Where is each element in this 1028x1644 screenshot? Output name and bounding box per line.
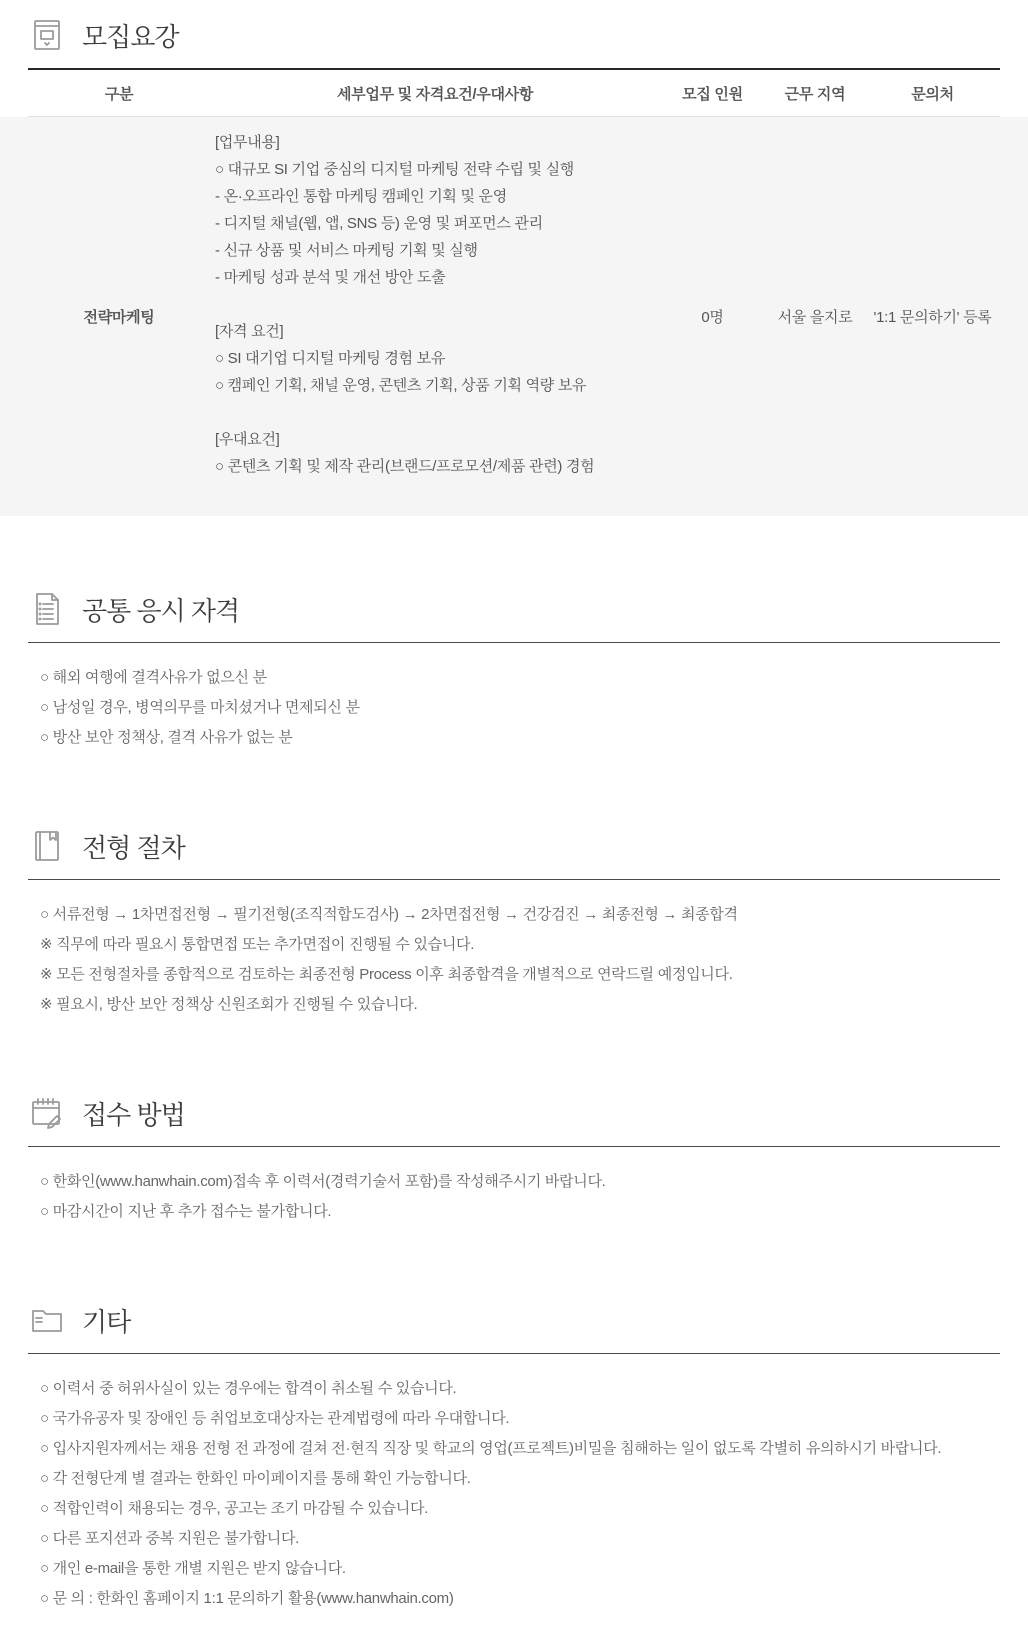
job-detail-line: [우대요건]: [215, 431, 280, 448]
table-body: [0, 117, 1028, 516]
column-header-details: 세부업무 및 자격요건/우대사항: [336, 85, 534, 103]
job-headcount: 0명: [701, 309, 724, 326]
job-detail-line: - 신규 상품 및 서비스 마케팅 기획 및 실행: [215, 242, 478, 259]
job-detail-line: [자격 요건]: [215, 323, 284, 340]
job-detail-line: - 마케팅 성과 분석 및 개선 방안 도출: [215, 269, 446, 286]
column-header-category: 구분: [104, 85, 134, 103]
document-list-icon: [28, 590, 66, 628]
section-common-qualification-header: [0, 574, 1028, 642]
section-process: [0, 811, 1028, 1020]
section-title: 전형 절차: [82, 832, 185, 863]
section-recruitment: [0, 0, 1028, 516]
archive-box-icon: [28, 16, 66, 54]
common-qualification-list: [0, 643, 1028, 753]
job-detail-line: [215, 291, 660, 318]
column-header-headcount: 모집 인원: [682, 85, 743, 103]
job-detail-line: ○ 대규모 SI 기업 중심의 디지털 마케팅 전략 수립 및 실행: [215, 161, 574, 178]
list-item: ○ 각 전형단계 별 결과는 한화인 마이페이지를 통해 확인 가능합니다.: [40, 1470, 471, 1487]
list-item: ○ 이력서 중 허위사실이 있는 경우에는 합격이 취소될 수 있습니다.: [40, 1380, 457, 1397]
section-etc-header: [0, 1285, 1028, 1353]
job-detail-line: [215, 399, 660, 426]
job-detail-line: ○ SI 대기업 디지털 마케팅 경험 보유: [215, 350, 446, 367]
section-application-header: [0, 1078, 1028, 1146]
list-item: ※ 모든 전형절차를 종합적으로 검토하는 최종전형 Process 이후 최종합격을 개별적으로 연락드릴 예정입니다.: [40, 966, 733, 983]
section-title: 공통 응시 자격: [82, 595, 240, 626]
list-item: ○ 한화인(www.hanwhain.com)접속 후 이력서(경력기술서 포함)를 작성해주시기 바랍니다.: [40, 1173, 606, 1190]
list-item: ○ 마감시간이 지난 후 추가 접수는 불가합니다.: [40, 1203, 332, 1220]
job-detail-line: [업무내용]: [215, 134, 280, 151]
list-item: ※ 필요시, 방산 보안 정책상 신원조회가 진행될 수 있습니다.: [40, 996, 418, 1013]
application-list: [0, 1147, 1028, 1227]
job-category: 전략마케팅: [83, 309, 155, 326]
list-item: ○ 다른 포지션과 중복 지원은 불가합니다.: [40, 1530, 300, 1547]
list-item: ○ 서류전형 → 1차면접전형 → 필기전형(조직적합도검사) → 2차면접전형 → 건강검진 → 최종전형 → 최종합격: [40, 906, 738, 923]
list-item: ○ 남성일 경우, 병역의무를 마치셨거나 면제되신 분: [40, 699, 360, 716]
column-header-contact: 문의처: [911, 85, 954, 103]
list-item: ○ 해외 여행에 결격사유가 없으신 분: [40, 669, 267, 686]
table-row: [28, 117, 1000, 516]
job-detail-line: ○ 콘텐츠 기획 및 제작 관리(브랜드/프로모션/제품 관련) 경험: [215, 458, 595, 475]
etc-list: [0, 1354, 1028, 1614]
job-detail-line: - 온·오프라인 통합 마케팅 캠페인 기획 및 운영: [215, 188, 507, 205]
job-contact: '1:1 문의하기' 등록: [873, 309, 992, 326]
section-process-header: [0, 811, 1028, 879]
section-application: [0, 1078, 1028, 1227]
folder-icon: [28, 1301, 66, 1339]
recruitment-table: [0, 68, 1028, 516]
process-list: [0, 880, 1028, 1020]
list-item: ○ 입사지원자께서는 채용 전형 전 과정에 걸쳐 전·현직 직장 및 학교의 영업(프로젝트)비밀을 침해하는 일이 없도록 각별히 유의하시기 바랍니다.: [40, 1440, 942, 1457]
job-detail-line: ○ 캠페인 기획, 채널 운영, 콘텐츠 기획, 상품 기획 역량 보유: [215, 377, 587, 394]
section-recruitment-header: [0, 0, 1028, 68]
section-etc: [0, 1285, 1028, 1614]
job-location: 서울 을지로: [777, 309, 853, 326]
list-item: ○ 적합인력이 채용되는 경우, 공고는 조기 마감될 수 있습니다.: [40, 1500, 428, 1517]
list-item: ○ 개인 e-mail을 통한 개별 지원은 받지 않습니다.: [40, 1560, 346, 1577]
section-title: 모집요강: [82, 21, 179, 52]
notebook-bookmark-icon: [28, 827, 66, 865]
list-item: ○ 방산 보안 정책상, 결격 사유가 없는 분: [40, 729, 293, 746]
column-header-location: 근무 지역: [784, 85, 846, 103]
table-header-row: [28, 68, 1000, 117]
list-item: ※ 직무에 따라 필요시 통합면접 또는 추가면접이 진행될 수 있습니다.: [40, 936, 475, 953]
section-common-qualification: [0, 574, 1028, 753]
section-title: 기타: [82, 1306, 131, 1337]
section-title: 접수 방법: [82, 1099, 185, 1130]
job-detail-line: - 디지털 채널(웹, 앱, SNS 등) 운영 및 퍼포먼스 관리: [215, 215, 543, 232]
list-item: ○ 문 의 : 한화인 홈페이지 1:1 문의하기 활용(www.hanwhain.com): [40, 1590, 454, 1607]
calendar-pencil-icon: [28, 1094, 66, 1132]
list-item: ○ 국가유공자 및 장애인 등 취업보호대상자는 관계법령에 따라 우대합니다.: [40, 1410, 510, 1427]
job-details: [210, 117, 660, 516]
